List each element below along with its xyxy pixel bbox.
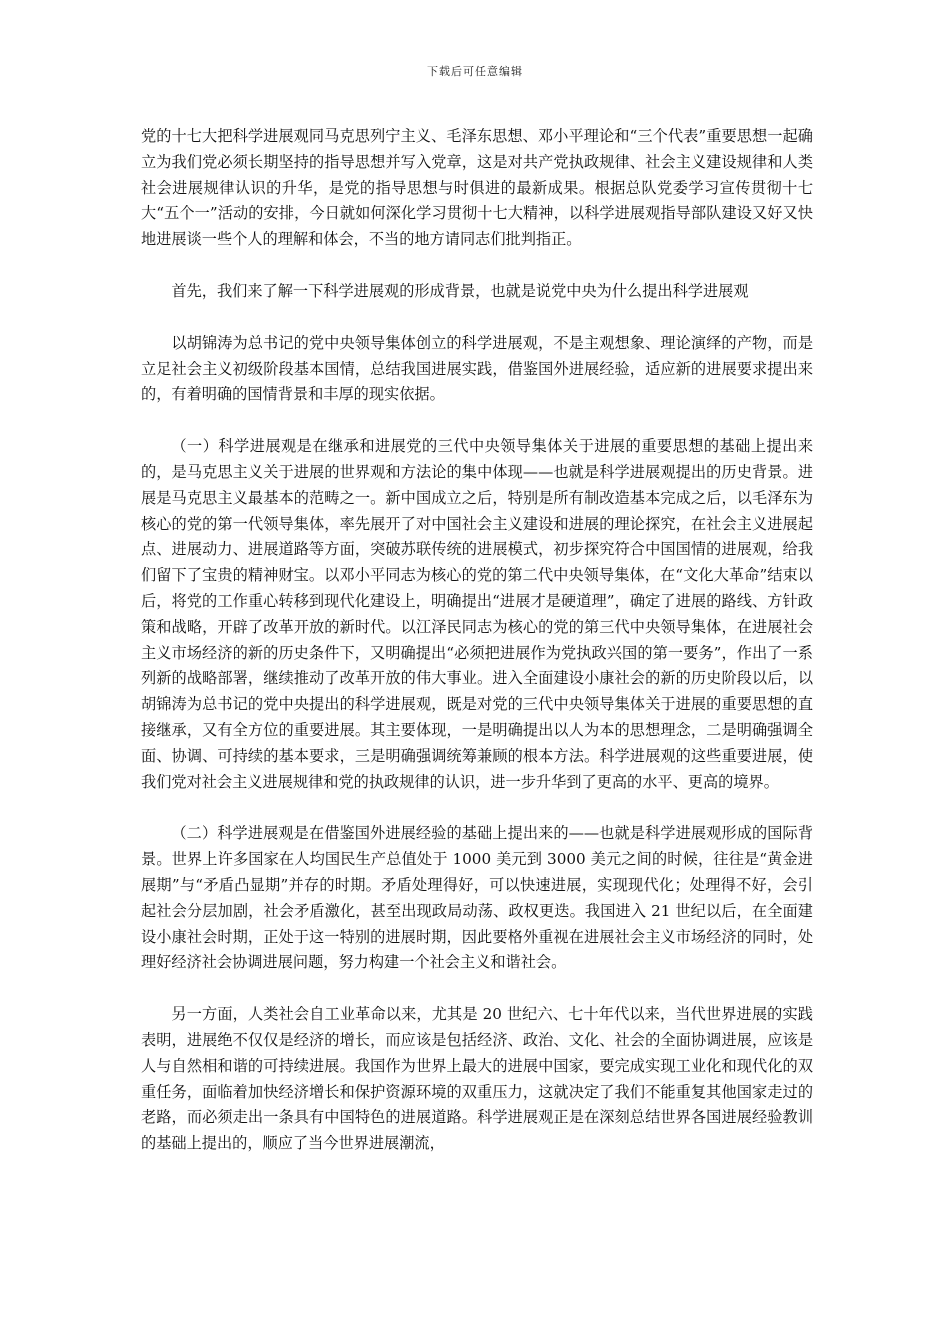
header-note: 下载后可任意编辑	[427, 65, 523, 78]
document-body	[141, 124, 813, 1183]
paragraph-origin: 以胡锦涛为总书记的党中央领导集体创立的科学进展观，不是主观想象、理论演绎的产物，而是立足社会主义初级阶段基本国情，总结我国进展实践，借鉴国外进展经验，适应新的进展要求提出来的，有着明确的国情背景和丰厚的现实依据。	[141, 333, 813, 404]
paragraph-other-aspect: 另一方面，人类社会自工业革命以来，尤其是 20 世纪六、七十年代以来，当代世界进展的实践表明，进展绝不仅仅是经济的增长，而应该是包括经济、政治、文化、社会的全面协调进展，应该是人与自然相和谐的可持续进展。我国作为世界上最大的进展中国家，要完成实现工业化和现代化的双重任务，面临着加快经济增长和保护资源环境的双重压力，这就决定了我们不能重复其他国家走过的老路，而必须走出一条具有中国特色的进展道路。科学进展观正是在深刻总结世界各国进展经验教训的基础上提出的，顺应了当今世界进展潮流，	[141, 1005, 813, 1153]
paragraph-section-one: （一）科学进展观是在继承和进展党的三代中央领导集体关于进展的重要思想的基础上提出来的，是马克思主义关于进展的世界观和方法论的集中体现——也就是科学进展观提出的历史背景。进展是马克思主义最基本的范畴之一。新中国成立之后，特别是所有制改造基本完成之后，以毛泽东为核心的党的第一代领导集体，率先展开了对中国社会主义建设和进展的理论探究，在社会主义进展起点、进展动力、进展道路等方面，突破苏联传统的进展模式，初步探究符合中国国情的进展观，给我们留下了宝贵的精神财宝。以邓小平同志为核心的党的第二代中央领导集体，在“文化大革命”结束以后，将党的工作重心转移到现代化建设上，明确提出“进展才是硬道理”，确定了进展的路线、方针政策和战略，开辟了改革开放的新时代。以江泽民同志为核心的党的第三代中央领导集体，在进展社会主义市场经济的新的历史条件下，又明确提出“必须把进展作为党执政兴国的第一要务”，作出了一系列新的战略部署，继续推动了改革开放的伟大事业。进入全面建设小康社会的新的历史阶段以后，以胡锦涛为总书记的党中央提出的科学进展观，既是对党的三代中央领导集体关于进展的重要思想的直接继承，又有全方位的重要进展。其主要体现，一是明确提出以人为本的思想理念，二是明确强调全面、协调、可持续的基本要求，三是明确强调统筹兼顾的根本方法。科学进展观的这些重要进展，使我们党对社会主义进展规律和党的执政规律的认识，进一步升华到了更高的水平、更高的境界。	[141, 437, 813, 791]
paragraph-section-two: （二）科学进展观是在借鉴国外进展经验的基础上提出来的——也就是科学进展观形成的国际背景。世界上许多国家在人均国民生产总值处于 1000 美元到 3000 美元之间的时候，往往是“黄金进展期”与“矛盾凸显期”并存的时期。矛盾处理得好，可以快速进展，实现现代化；处理得不好，会引起社会分层加剧，社会矛盾激化，甚至出现政局动荡、政权更迭。我国进入 21 世纪以后，在全面建设小康社会时期，正处于这一特别的进展时期，因此要格外重视在进展社会主义市场经济的同时，处理好经济社会协调进展问题，努力构建一个社会主义和谐社会。	[141, 824, 813, 972]
paragraph-intro: 党的十七大把科学进展观同马克思列宁主义、毛泽东思想、邓小平理论和“三个代表”重要思想一起确立为我们党必须长期坚持的指导思想并写入党章，这是对共产党执政规律、社会主义建设规律和人类社会进展规律认识的升华，是党的指导思想与时俱进的最新成果。根据总队党委学习宣传贯彻十七大“五个一”活动的安排，今日就如何深化学习贯彻十七大精神，以科学进展观指导部队建设又好又快地进展谈一些个人的理解和体会，不当的地方请同志们批判指正。	[141, 127, 813, 249]
paragraph-background-heading: 首先，我们来了解一下科学进展观的形成背景，也就是说党中央为什么提出科学进展观	[171, 281, 749, 300]
